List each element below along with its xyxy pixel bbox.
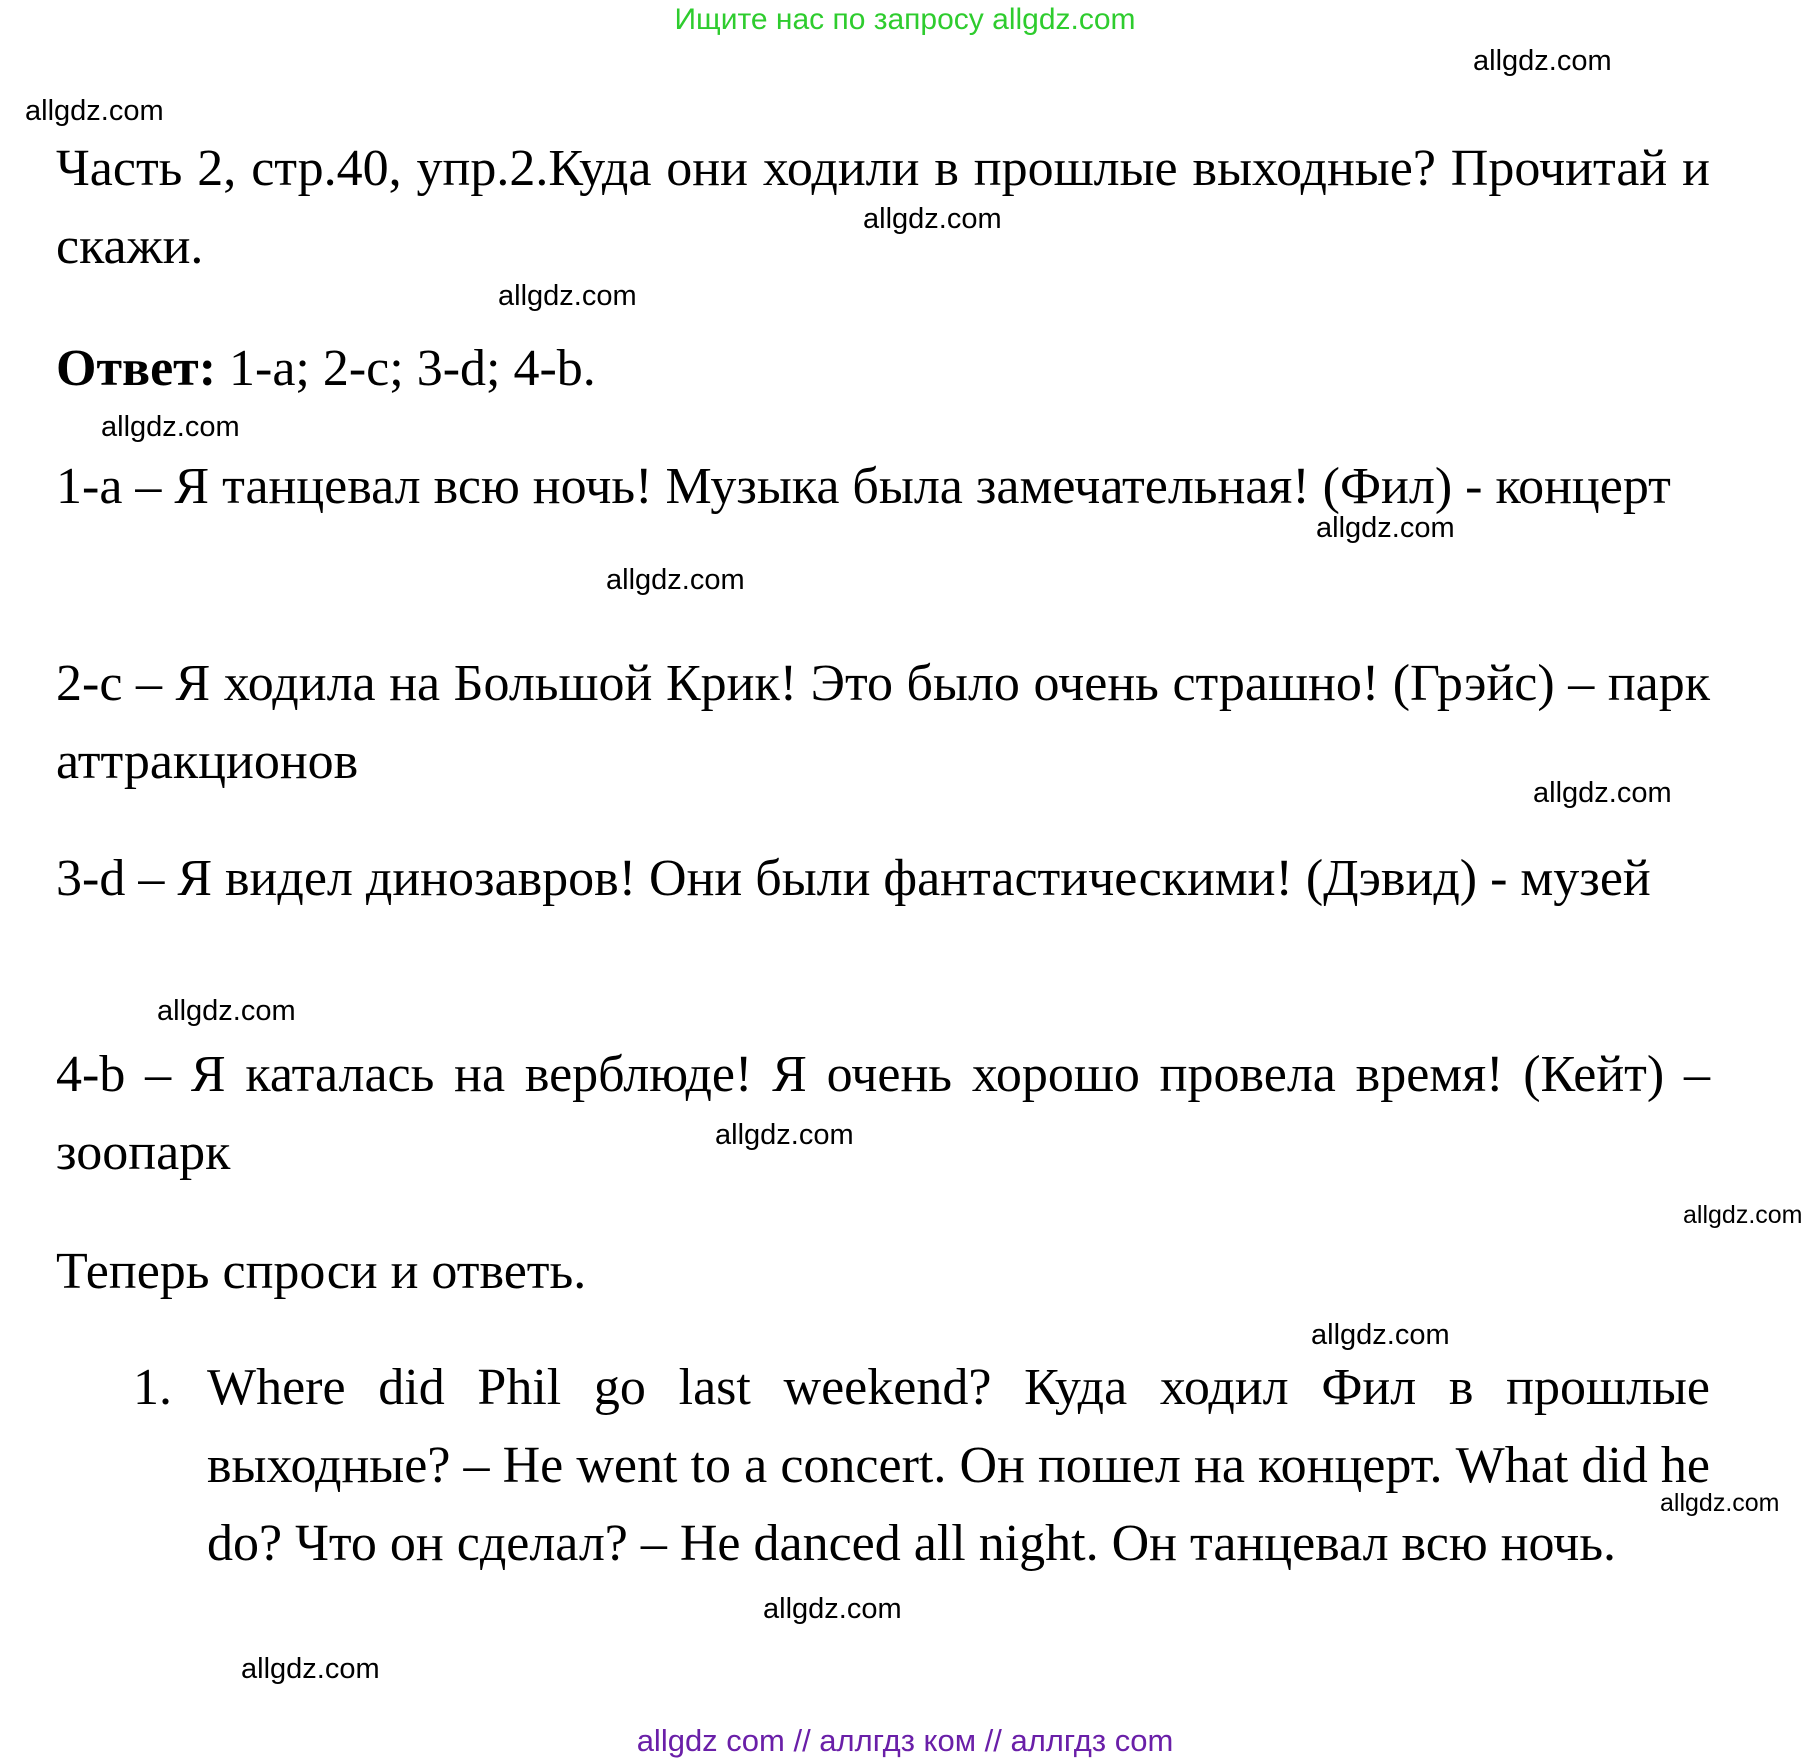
watermark: allgdz.com (1683, 1201, 1803, 1229)
answer-value: 1-a; 2-c; 3-d; 4-b. (216, 340, 596, 397)
watermark: allgdz.com (1473, 45, 1612, 77)
list-item-text: Where did Phil go last weekend? Куда ходил Фил в прошлые выходные? – He went to a concert. Он пошел на концерт. What did he do? Что он сделал? – He danced all night. Он танцевал всю ночь. (207, 1359, 1710, 1572)
watermark: allgdz.com (101, 411, 240, 443)
watermark: allgdz.com (715, 1119, 854, 1151)
answer-line (56, 330, 1710, 408)
ask-answer-heading: Теперь спроси и ответь. (56, 1243, 587, 1300)
footer-links[interactable]: allgdz com // аллгдз ком // аллгдз com (636, 1723, 1174, 1758)
watermark: allgdz.com (606, 564, 745, 596)
answer-item: 3-d – Я видел динозавров! Они были фантастическими! (Дэвид) - музей (56, 850, 1651, 907)
watermark: allgdz.com (241, 1653, 380, 1685)
list-number: 1. (133, 1359, 172, 1416)
promo-banner[interactable]: Ищите нас по запросу allgdz.com (674, 3, 1136, 36)
answer-label: Ответ: (56, 340, 217, 397)
task-heading: Часть 2, стр.40, упр.2.Куда они ходили в прошлые выходные? Прочитай и скажи. (56, 140, 1710, 275)
watermark: allgdz.com (1316, 512, 1455, 544)
watermark: allgdz.com (1660, 1489, 1780, 1517)
watermark: allgdz.com (1311, 1319, 1450, 1351)
watermark: allgdz.com (1533, 777, 1672, 809)
watermark: allgdz.com (863, 203, 1002, 235)
watermark: allgdz.com (763, 1593, 902, 1625)
answer-item: 1-a – Я танцевал всю ночь! Музыка была замечательная! (Фил) - концерт (56, 458, 1671, 515)
watermark: allgdz.com (498, 280, 637, 312)
watermark: allgdz.com (25, 95, 164, 127)
answer-item: 4-b – Я каталась на верблюде! Я очень хорошо провела время! (Кейт) – зоопарк (56, 1046, 1710, 1181)
answer-item: 2-c – Я ходила на Большой Крик! Это было очень страшно! (Грэйс) – парк аттракционов (56, 655, 1710, 790)
watermark: allgdz.com (157, 995, 296, 1027)
